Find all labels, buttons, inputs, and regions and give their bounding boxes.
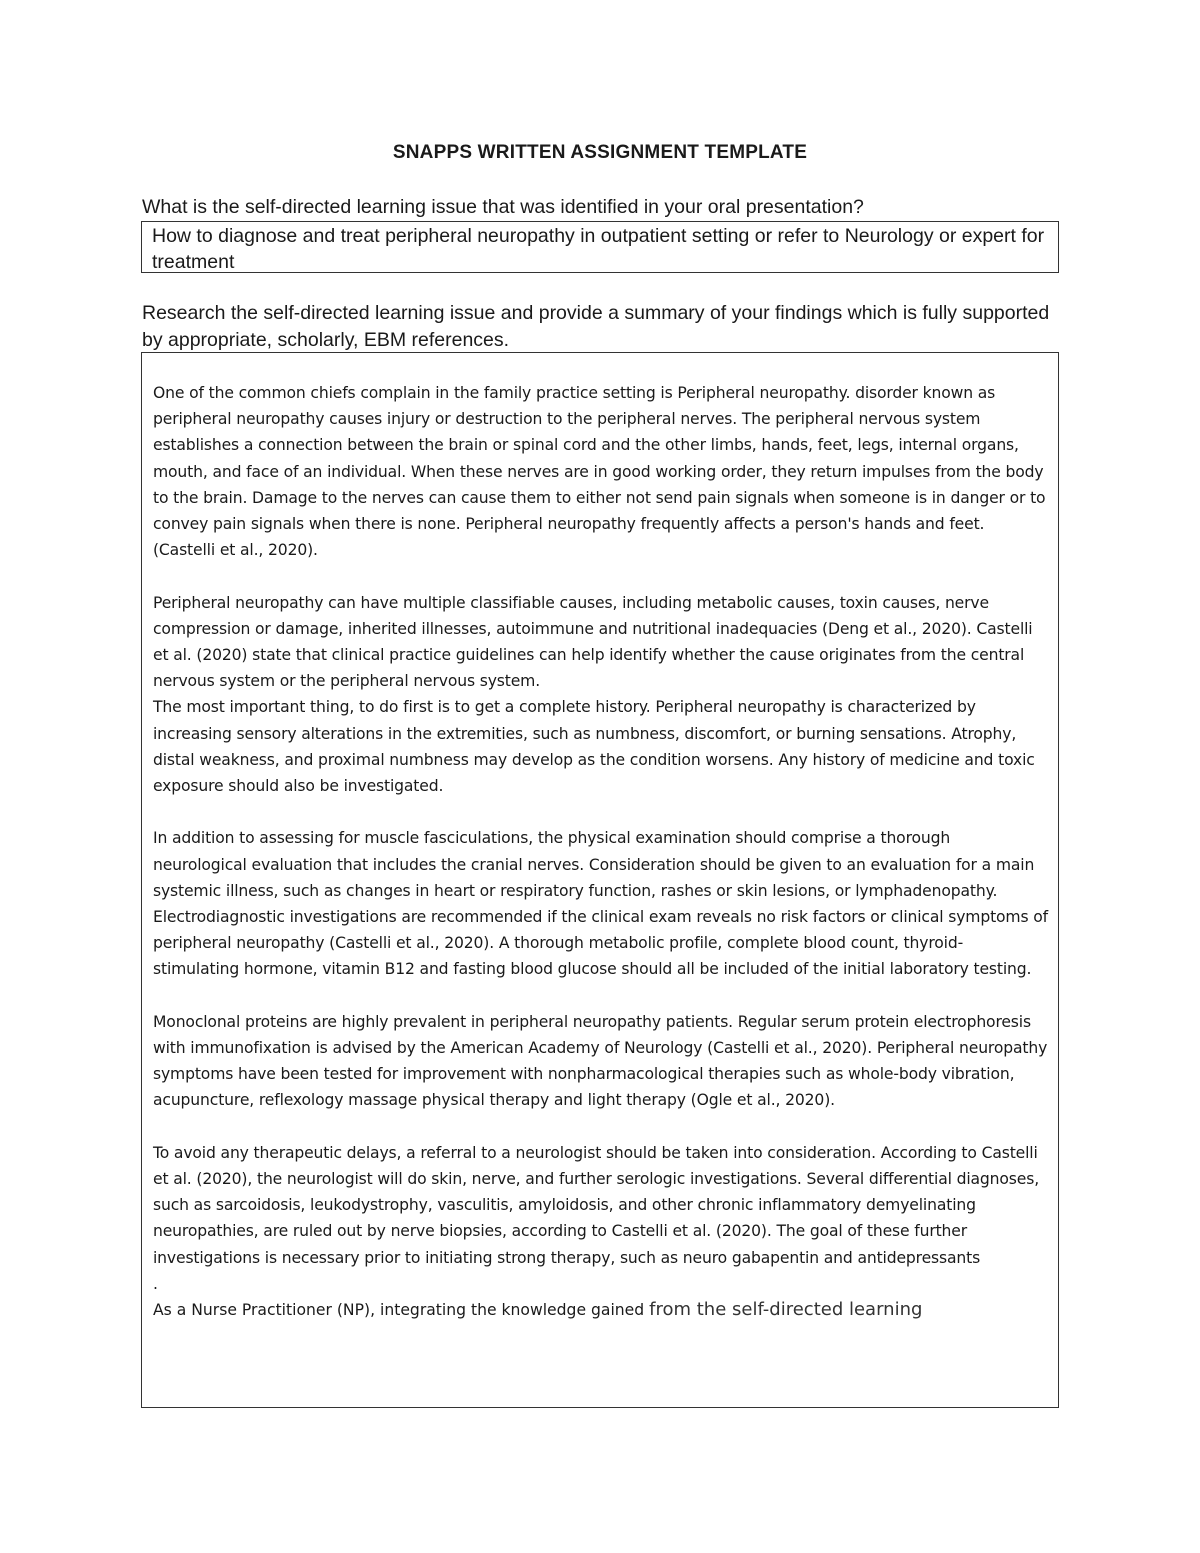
paragraph-causes: Peripheral neuropathy can have multiple classifiable causes, including metabolic causes, toxin causes, nerve compression or damage, inherited illnesses, autoimmune and nutritional inadequacies (Deng et al., 2020). Castelli et al. (2020) state that clinical practice guidelines can help identify whether the cause originates from the central nervous system or the peripheral nervous system. (153, 593, 1033, 691)
np-integration-text-continued: from the self-directed learning (649, 1299, 923, 1321)
paragraph-referral: To avoid any therapeutic delays, a referral to a neurologist should be taken into consideration. According to Castelli et al. (2020), the neurologist will do skin, nerve, and further serologic investigations. Several differential diagnoses, such as sarcoidosis, leukodystrophy, vasculitis, amyloidosis, and other chronic inflammatory demyelinating neuropathies, are ruled out by nerve biopsies, according to Castelli et al. (2020). The goal of these further investigations is necessary prior to initiating strong therapy, such as neuro gabapentin and antidepressants (153, 1143, 1039, 1267)
page-title: SNAPPS WRITTEN ASSIGNMENT TEMPLATE (392, 142, 808, 163)
answer-box-research-summary (141, 352, 1059, 1408)
np-integration-text: As a Nurse Practitioner (NP), integrating the knowledge gained (153, 1301, 650, 1320)
answer-box-learning-issue (141, 221, 1059, 273)
paragraph-np-integration (153, 1297, 1048, 1323)
paragraph-overview: One of the common chiefs complain in the family practice setting is Peripheral neuropathy. disorder known as peripheral neuropathy causes injury or destruction to the peripheral nerves. The peripheral nervous system establishes a connection between the brain or spinal cord and the other limbs, hands, feet, legs, internal organs, mouth, and face of an individual. When these nerves are in good working order, they return impulses from the body to the brain. Damage to the nerves can cause them to either not send pain signals when someone is in danger or to convey pain signals when there is none. Peripheral neuropathy frequently affects a person's hands and feet. (Castelli et al., 2020). (153, 384, 1046, 560)
paragraph-monoclonal-proteins: Monoclonal proteins are highly prevalent in peripheral neuropathy patients. Regular serum protein electrophoresis with immunofixation is advised by the American Academy of Neurology (Castelli et al., 2020). Peripheral neuropathy symptoms have been tested for improvement with nonpharmacological therapies such as whole-body vibration, acupuncture, reflexology massage physical therapy and light therapy (Ogle et al., 2020). (153, 1012, 1048, 1110)
question-research-summary: Research the self-directed learning issue and provide a summary of your findings which is fully supported by appropriate, scholarly, EBM references. (142, 302, 1050, 351)
question-learning-issue: What is the self-directed learning issue that was identified in your oral presentation? (142, 196, 864, 218)
answer-learning-issue: How to diagnose and treat peripheral neuropathy in outpatient setting or refer to Neurology or expert for treatment (152, 225, 1045, 273)
dot-line: . (153, 1274, 158, 1293)
paragraph-history: The most important thing, to do first is to get a complete history. Peripheral neuropathy is characterized by increasing sensory alterations in the extremities, such as numbness, discomfort, or burning sensations. Atrophy, distal weakness, and proximal numbness may develop as the condition worsens. Any history of medicine and toxic exposure should also be investigated. (153, 698, 1035, 796)
paragraph-physical-exam: In addition to assessing for muscle fasciculations, the physical examination should comprise a thorough neurological evaluation that includes the cranial nerves. Consideration should be given to an evaluation for a main systemic illness, such as changes in heart or respiratory function, rashes or skin lesions, or lymphadenopathy. Electrodiagnostic investigations are recommended if the clinical exam reveals no risk factors or clinical symptoms of peripheral neuropathy (Castelli et al., 2020). A thorough metabolic profile, complete blood count, thyroid-stimulating hormone, vitamin B12 and fasting blood glucose should all be included of the initial laboratory testing. (153, 829, 1048, 979)
